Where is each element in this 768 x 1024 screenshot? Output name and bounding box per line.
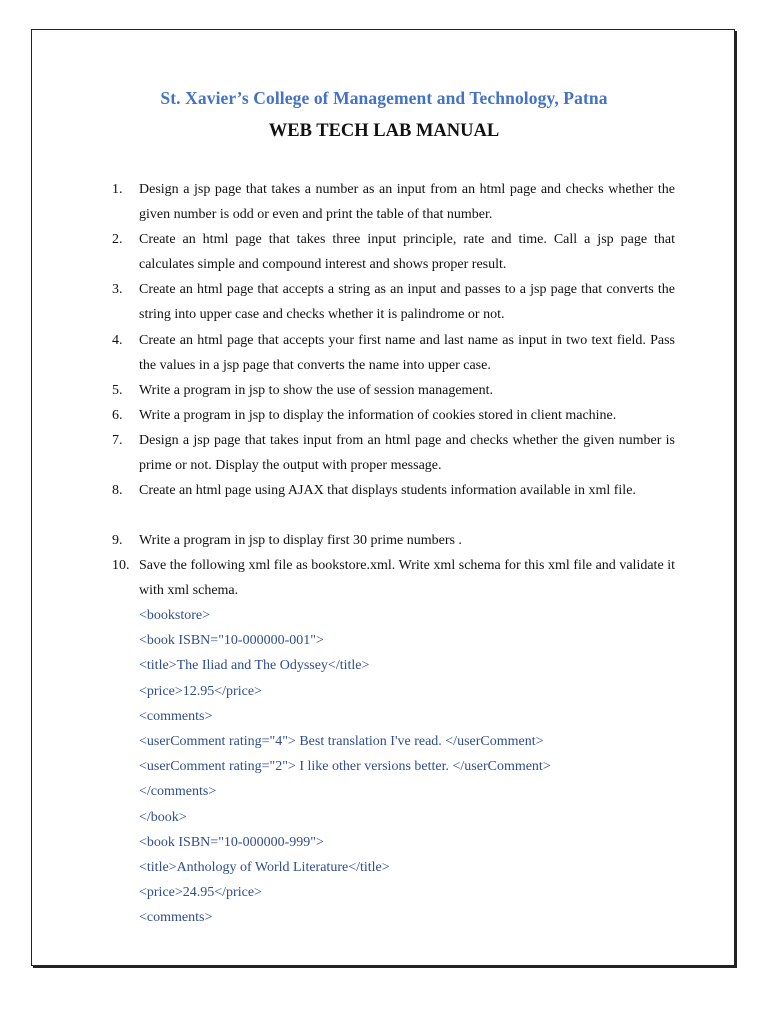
xml-line: <price>12.95</price> bbox=[139, 683, 262, 699]
list-item-6 bbox=[112, 403, 675, 428]
item-text: Write a program in jsp to display first 30 prime numbers . bbox=[139, 533, 462, 548]
item-text: Create an html page that takes three input principle, rate and time. Call a jsp page that calculates simple and compound interest and shows proper result. bbox=[139, 232, 675, 273]
xml-code-block bbox=[139, 603, 551, 931]
item-number: 4. bbox=[112, 333, 123, 348]
item-number: 6. bbox=[112, 408, 123, 423]
college-title: St. Xavier’s College of Management and Technology, Patna bbox=[160, 88, 608, 108]
item-text: Design a jsp page that takes a number as an input from an html page and checks whether the given number is odd or even and print the table of that number. bbox=[139, 182, 675, 223]
item-text: Design a jsp page that takes input from an html page and checks whether the given number is prime or not. Display the output with proper message. bbox=[139, 433, 675, 474]
xml-line: <book ISBN="10-000000-001"> bbox=[139, 633, 324, 649]
item-number: 5. bbox=[112, 383, 123, 398]
item-number: 1. bbox=[112, 182, 123, 197]
item-number: 9. bbox=[112, 533, 123, 548]
item-number: 10. bbox=[112, 558, 130, 573]
xml-line: <price>24.95</price> bbox=[139, 885, 262, 901]
xml-line: <comments> bbox=[139, 708, 213, 724]
list-item-3 bbox=[112, 277, 675, 327]
item-text: Create an html page that accepts a string as an input and passes to a jsp page that converts the string into upper case and checks whether it is palindrome or not. bbox=[139, 282, 675, 323]
list-item-1 bbox=[112, 177, 675, 227]
item-text: Write a program in jsp to display the information of cookies stored in client machine. bbox=[139, 408, 617, 423]
xml-line: <book ISBN="10-000000-999"> bbox=[139, 834, 324, 850]
xml-line: <userComment rating="4"> Best translation I've read. </userComment> bbox=[139, 734, 544, 750]
xml-line: <userComment rating="2"> I like other versions better. </userComment> bbox=[139, 759, 551, 775]
item-text: Write a program in jsp to show the use of session management. bbox=[139, 383, 494, 398]
item-number: 8. bbox=[112, 483, 123, 498]
item-text: Create an html page that accepts your first name and last name as input in two text field. Pass the values in a jsp page that converts the name into upper case. bbox=[139, 333, 675, 374]
item-number: 7. bbox=[112, 433, 123, 448]
item-text: Save the following xml file as bookstore.xml. Write xml schema for this xml file and validate it with xml schema. bbox=[139, 558, 675, 599]
list-item-5 bbox=[112, 378, 675, 403]
list-item-9 bbox=[112, 528, 675, 553]
item-text: Create an html page using AJAX that displays students information available in xml file. bbox=[139, 483, 636, 498]
item-number: 3. bbox=[112, 282, 123, 297]
list-item-8 bbox=[112, 478, 675, 503]
xml-line: <title>The Iliad and The Odyssey</title> bbox=[139, 658, 370, 674]
xml-line: </book> bbox=[139, 809, 187, 825]
list-item-2 bbox=[112, 227, 675, 277]
xml-line: <bookstore> bbox=[139, 608, 211, 623]
xml-line: <title>Anthology of World Literature</title> bbox=[139, 860, 390, 876]
list-item-10 bbox=[112, 553, 675, 603]
xml-line: </comments> bbox=[139, 784, 217, 800]
list-item-4 bbox=[112, 328, 675, 378]
item-number: 2. bbox=[112, 232, 123, 247]
xml-line: <comments> bbox=[139, 910, 213, 926]
list-item-7 bbox=[112, 428, 675, 478]
manual-title: WEB TECH LAB MANUAL bbox=[268, 121, 500, 141]
